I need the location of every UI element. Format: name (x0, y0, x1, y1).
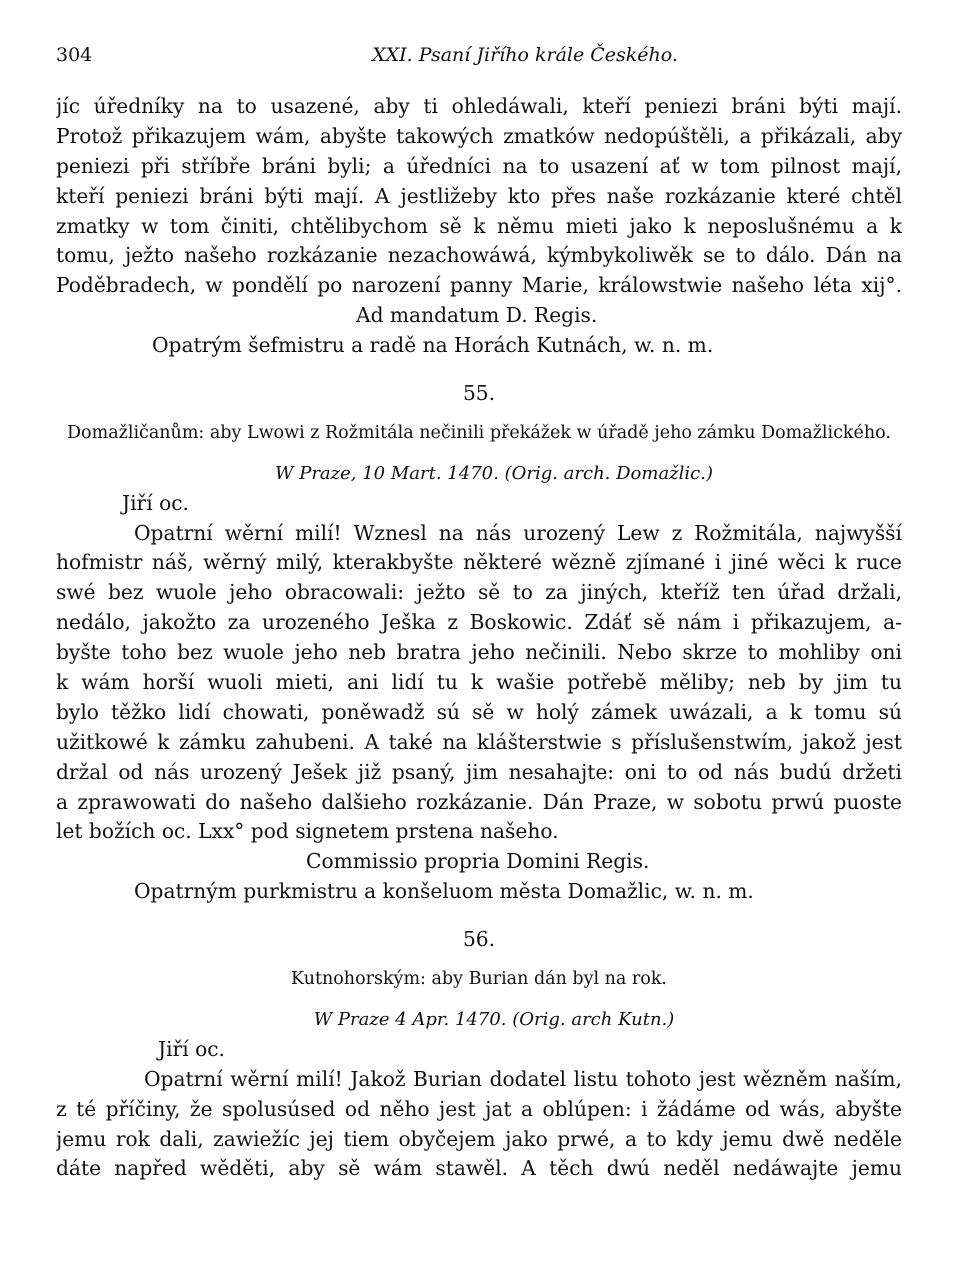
text-line: hofmistr náš, wěrný milý, kterakbyšte některé wězně zjímané i jiné wěci k ruce (56, 550, 902, 575)
text-line: z té příčiny, že spolusúsed od něho jest jat a oblúpen: i žádáme od wás, abyšte (56, 1096, 902, 1121)
regest: Kutnohorským: aby Burian dán byl na rok. (291, 969, 667, 990)
address-line: Opatrným purkmistru a konšeluom města Domažlic, w. n. m. (134, 879, 754, 904)
text-line: let božích oc. Lxx° pod signetem prstena našeho. (56, 819, 559, 844)
regest: Domažličanům: aby Lwowi z Rožmitála nečinili překážek w úřadě jeho zámku Domažlického. (67, 422, 891, 443)
page-header (56, 44, 904, 72)
text-line: držal od nás urozený Ješek již psaný, jim nesahajte: oni to od nás budú držeti (56, 759, 902, 784)
text-line: jíc úředníky na to usazené, aby ti ohledáwali, kteří peniezi bráni býti mají. (56, 94, 902, 118)
text-line: a zprawowati do našeho dalšieho rozkázanie. Dán Praze, w sobotu prwú puoste (56, 789, 902, 814)
greeting: Jiří oc. (122, 490, 189, 515)
text-line: dáte napřed wěděti, aby sě wám stawěl. A těch dwú neděl nedáwajte jemu (56, 1156, 902, 1181)
text-line: Poděbradech, w pondělí po narození panny Marie, králowstwie našeho léta xij°. (56, 273, 902, 298)
text-line: swé bez wuole jeho obracowali: ježto sě to za jiných, kteříž ten úřad držali, (56, 580, 902, 605)
text-line: byšte toho bez wuole jeho neb bratra jeho nečinili. Nebo skrze to mohliby oni (56, 640, 902, 665)
text-line: Opatrní wěrní milí! Wznesl na nás urozený Lew z Rožmitála, najwyšší (134, 520, 902, 545)
mandate-line: Commissio propria Domini Regis. (306, 849, 650, 874)
mandate-line: Ad mandatum D. Regis. (356, 303, 598, 328)
address-line: Opatrým šefmistru a radě na Horách Kutnách, w. n. m. (152, 333, 714, 358)
text-line: jemu rok dali, zawiežíc jej tiem obyčejem jako prwé, a to kdy jemu dwě neděle (56, 1126, 902, 1151)
dateline: W Praze 4 Apr. 1470. (Orig. arch Kutn.) (313, 1008, 675, 1030)
dateline: W Praze, 10 Mart. 1470. (Orig. arch. Domažlic.) (274, 462, 714, 484)
document-number: 55. (462, 381, 496, 406)
document-54-tail (56, 92, 902, 361)
text-line: k wám horší wuoli mieti, ani lidí tu k wašie potřebě měliby; neb by jim tu (56, 670, 902, 695)
document-56 (56, 925, 902, 1184)
text-line: peniezi při stříbře bráni byli; a úředníci na to usazení ať w tom pilnost mají, (56, 153, 902, 178)
text-line: tomu, ježto našeho rozkázanie nezachowáwá, kýmbykoliwěk se to dálo. Dán na (56, 243, 902, 268)
document-55 (56, 379, 902, 907)
document-number: 56. (462, 927, 496, 952)
text-line: nedálo, jakožto za urozeného Ješka z Boskowic. Zdáť sě nám i přikazujem, a- (56, 610, 902, 635)
running-head: XXI. Psaní Jiřího krále Českého. (372, 44, 678, 66)
text-line: užitkowé k zámku zahubeni. A také na klášterstwie s příslušenstwím, jakož jest (56, 729, 902, 754)
page-body (56, 92, 902, 1184)
text-line: zmatky w tom činiti, chtělibychom sě k němu mieti jako k neposlušnému a k (56, 213, 902, 238)
greeting: Jiří oc. (158, 1036, 225, 1061)
text-line: kteří peniezi bráni býti mají. A jestližeby kto přes naše rozkázanie které chtěl (56, 183, 902, 208)
text-line: Protož přikazujem wám, abyšte takowých zmatków nedopúštěli, a přikázali, aby (56, 123, 902, 148)
text-line: bylo těžko lidí chowati, poněwadž sú sě w holý zámek uwázali, a k tomu sú (56, 699, 902, 724)
text-line: Opatrní wěrní milí! Jakož Burian dodatel listu tohoto jest wězněm naším, (144, 1066, 902, 1091)
page-number: 304 (56, 44, 93, 66)
